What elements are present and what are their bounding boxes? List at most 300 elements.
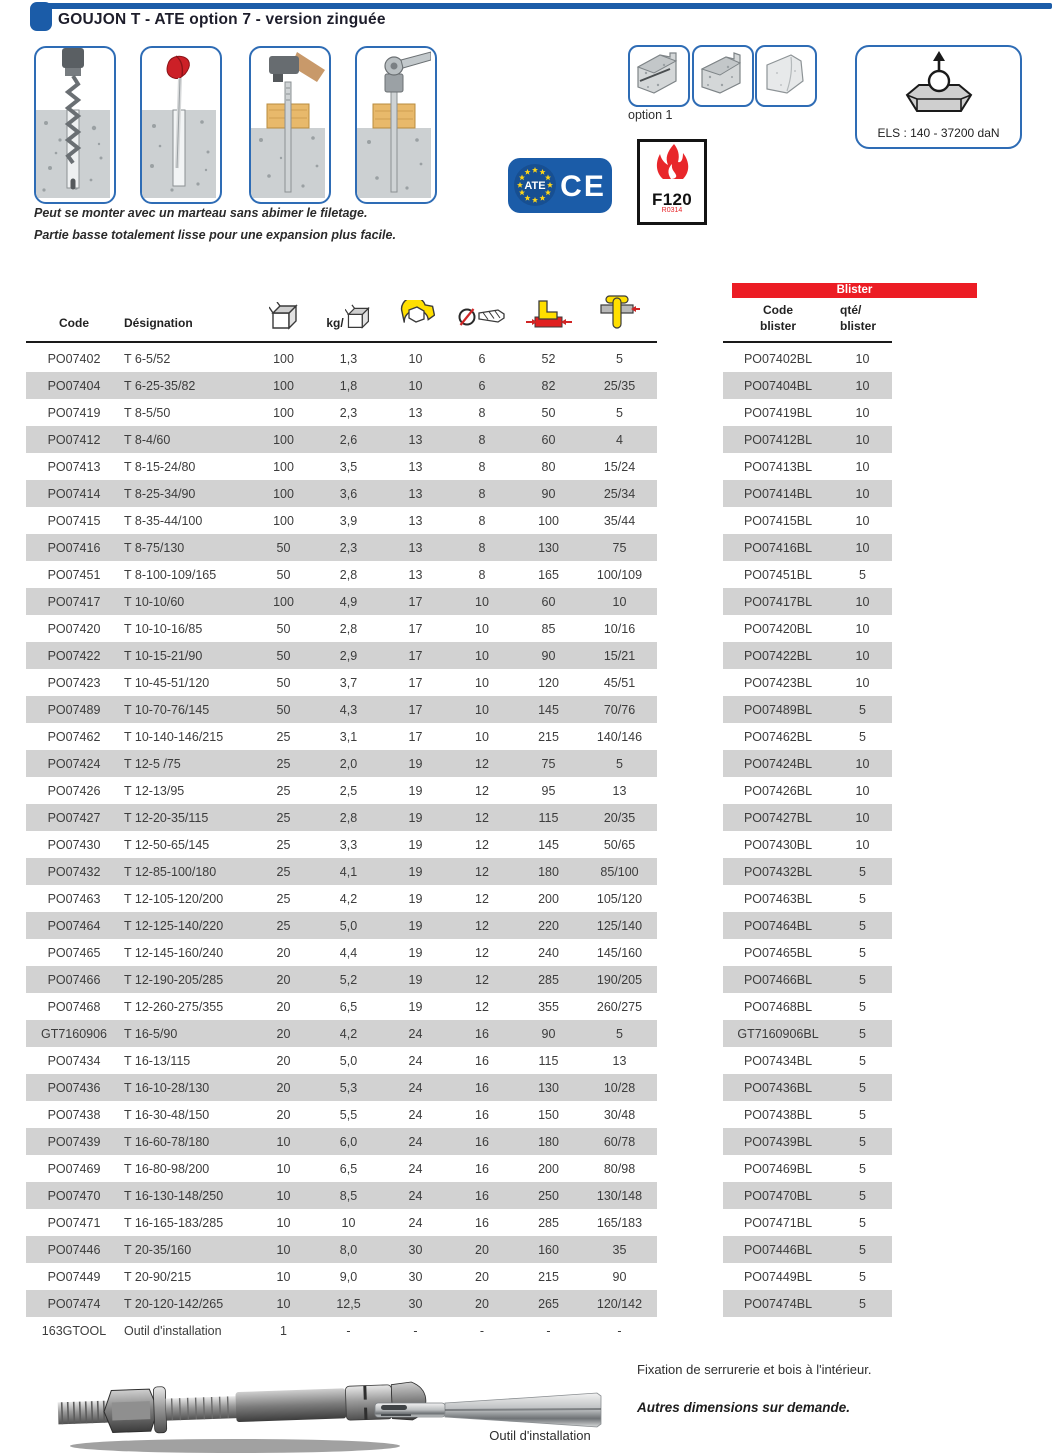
cell-value: 12 (475, 945, 489, 960)
cell-code: PO07402 (47, 351, 101, 366)
cell-designation: Outil d'installation (124, 1323, 222, 1338)
cell-value: 45/51 (603, 675, 636, 690)
cell-code: PO07469BL (743, 1161, 813, 1176)
blister-table (723, 345, 892, 1317)
table-row (723, 750, 892, 777)
kg-prefix: kg/ (326, 316, 344, 330)
cell-value: 5 (859, 567, 866, 582)
ce-mark-icon: CE (560, 170, 606, 203)
cell-value: 25 (276, 783, 291, 798)
cell-code: PO07415BL (743, 513, 813, 528)
cell-value: 13 (612, 783, 627, 798)
table-row (26, 696, 657, 723)
cell-code: PO07438BL (743, 1107, 813, 1122)
table-row (723, 372, 892, 399)
cell-value: 10 (276, 1161, 291, 1176)
cell-value: 12 (475, 864, 489, 879)
cell-value: 19 (408, 945, 423, 960)
cell-value: 10 (855, 405, 870, 420)
cell-value: 190/205 (596, 972, 643, 987)
cell-code: PO07415 (47, 513, 101, 528)
cell-designation: T 12-50-65/145 (124, 837, 210, 852)
cell-value: 2,6 (339, 432, 358, 447)
cell-value: 90 (541, 1026, 556, 1041)
col-header-drill-diameter (449, 302, 515, 340)
cell-value: 20 (276, 1080, 291, 1095)
cell-value: 165 (538, 567, 559, 582)
step-wrench-image (355, 46, 437, 204)
cell-value: 60/78 (603, 1134, 636, 1149)
cell-code: PO07426 (47, 783, 101, 798)
cell-code: PO07446 (47, 1242, 101, 1257)
cell-code: PO07434 (47, 1053, 101, 1068)
cell-value: 4 (616, 432, 623, 447)
cell-value: 95 (541, 783, 556, 798)
cell-value: 90 (541, 486, 556, 501)
table-row (26, 1263, 657, 1290)
cell-value: 100 (273, 513, 294, 528)
fire-rating-badge (637, 139, 707, 225)
cell-value: 10 (408, 378, 423, 393)
cell-value: 20 (475, 1269, 489, 1284)
cell-designation: T 8-5/50 (124, 405, 171, 420)
cell-value: 52 (541, 351, 556, 366)
cell-value: 10 (855, 783, 870, 798)
cell-code: PO07430 (47, 837, 101, 852)
cell-designation: T 16-30-48/150 (124, 1107, 210, 1122)
cell-value: 6,5 (339, 1161, 358, 1176)
cell-value: 20/35 (603, 810, 636, 825)
cell-designation: T 16-130-148/250 (124, 1188, 224, 1203)
cell-value: - (413, 1323, 418, 1338)
cell-value: 10/16 (603, 621, 636, 636)
cell-value: 13 (408, 459, 423, 474)
cell-value: 25 (276, 729, 291, 744)
cell-value: 19 (408, 864, 423, 879)
cell-value: 5 (859, 891, 866, 906)
cell-value: 10 (855, 351, 870, 366)
cell-code: PO07420 (47, 621, 101, 636)
cell-value: 165/183 (596, 1215, 643, 1230)
cell-code: GT7160906 (40, 1026, 108, 1041)
cell-value: 5 (859, 1242, 866, 1257)
cell-value: 2,9 (339, 648, 358, 663)
product-table (26, 345, 657, 1344)
cell-designation: T 16-13/115 (124, 1053, 191, 1068)
cell-value: 25/34 (603, 486, 636, 501)
cell-value: 25 (276, 918, 291, 933)
table-row (723, 696, 892, 723)
table-row (723, 1290, 892, 1317)
cell-value: 5 (859, 1107, 866, 1122)
cell-value: 75 (612, 540, 627, 555)
cell-value: 10 (855, 810, 870, 825)
cell-value: 5 (859, 1026, 866, 1041)
cell-value: 13 (408, 540, 423, 555)
cell-code: PO07474 (47, 1296, 101, 1311)
cell-value: 115 (538, 810, 559, 825)
cell-value: 13 (408, 486, 423, 501)
cell-value: 85/100 (600, 864, 639, 879)
table-row (723, 777, 892, 804)
table-row (26, 1182, 657, 1209)
table-row (723, 831, 892, 858)
cell-value: 10 (475, 621, 489, 636)
cell-value: 50/65 (603, 837, 636, 852)
cell-code: PO07413BL (743, 459, 813, 474)
table-row (26, 966, 657, 993)
intro-line-2: Partie basse totalement lisse pour une expansion plus facile. (34, 228, 396, 242)
table-row (26, 831, 657, 858)
table-row (26, 993, 657, 1020)
title-rule (40, 3, 1052, 9)
cell-designation: T 20-35/160 (124, 1242, 192, 1257)
cell-designation: T 10-15-21/90 (124, 648, 203, 663)
cell-value: 145 (538, 837, 559, 852)
cell-code: PO07462BL (743, 729, 813, 744)
cell-value: 3,3 (339, 837, 358, 852)
cell-value: 5 (859, 702, 866, 717)
cell-value: 10 (855, 756, 870, 771)
cell-value: 10 (276, 1269, 291, 1284)
cell-value: 5 (616, 405, 623, 420)
cell-value: - (617, 1323, 622, 1338)
cell-value: 10/28 (603, 1080, 636, 1095)
cell-value: 20 (276, 999, 291, 1014)
blister-header-rule (723, 341, 892, 343)
cell-value: 5,2 (339, 972, 358, 987)
cell-value: 13 (408, 513, 423, 528)
wrench-icon (397, 300, 435, 330)
cell-designation: T 20-90/215 (124, 1269, 192, 1284)
cell-designation: T 16-165-183/285 (124, 1215, 224, 1230)
cell-value: 285 (538, 1215, 559, 1230)
cell-code: PO07424 (47, 756, 101, 771)
cell-value: 285 (538, 972, 559, 987)
cell-value: 10 (475, 729, 489, 744)
cell-code: PO07462 (47, 729, 101, 744)
option-label: option 1 (628, 108, 673, 122)
cell-value: 125/140 (596, 918, 643, 933)
cell-value: 1,3 (339, 351, 358, 366)
table-row (26, 1155, 657, 1182)
cell-value: 10 (408, 351, 423, 366)
table-row (723, 453, 892, 480)
cell-value: 4,2 (339, 891, 358, 906)
cell-value: 130 (538, 1080, 559, 1095)
table-row (26, 561, 657, 588)
cell-value: 25 (276, 837, 291, 852)
cell-value: 265 (538, 1296, 559, 1311)
table-row (26, 1209, 657, 1236)
table-row (723, 1209, 892, 1236)
cell-value: 17 (408, 621, 423, 636)
cell-designation: T 12-260-275/355 (124, 999, 224, 1014)
cell-value: 50 (276, 702, 291, 717)
cell-value: 2,8 (339, 567, 358, 582)
cell-code: PO07430BL (743, 837, 813, 852)
step-blowout-image (140, 46, 222, 204)
cell-value: 10 (855, 513, 870, 528)
cell-designation: T 12-5 /75 (124, 756, 181, 771)
cell-value: 13 (408, 432, 423, 447)
cell-code: PO07446BL (743, 1242, 813, 1257)
ate-label: ATE (524, 180, 546, 192)
cell-designation: T 12-145-160/240 (124, 945, 224, 960)
cell-value: 10 (855, 621, 870, 636)
table-row (723, 1074, 892, 1101)
cell-code: PO07465 (47, 945, 101, 960)
cell-value: 100 (273, 459, 294, 474)
cell-value: 8,0 (339, 1242, 358, 1257)
box-icon (269, 302, 299, 330)
product-table-header (26, 288, 657, 340)
table-row (723, 426, 892, 453)
cell-value: 5 (616, 1026, 623, 1041)
cell-value: 4,2 (339, 1026, 358, 1041)
cell-value: 100 (538, 513, 559, 528)
cracked-concrete-icon (628, 45, 690, 107)
cell-code: PO07468 (47, 999, 101, 1014)
cell-value: 16 (475, 1188, 489, 1203)
cell-value: 24 (408, 1080, 423, 1095)
table-row (26, 885, 657, 912)
cell-code: PO07463 (47, 891, 101, 906)
cell-value: 10 (855, 486, 870, 501)
cell-code: PO07469 (47, 1161, 101, 1176)
table-row (26, 372, 657, 399)
cell-value: 12 (475, 810, 489, 825)
cell-code: PO07470BL (743, 1188, 813, 1203)
cell-designation: T 16-80-98/200 (124, 1161, 210, 1176)
table-row (723, 1236, 892, 1263)
cell-value: 24 (408, 1107, 423, 1122)
cell-value: 8 (478, 567, 486, 582)
cell-value: 5 (859, 972, 866, 987)
cell-designation: T 12-20-35/115 (124, 810, 209, 825)
cell-value: 80 (541, 459, 556, 474)
cell-value: 10 (475, 594, 489, 609)
cell-code: PO07470 (47, 1188, 101, 1203)
cell-value: 100 (273, 378, 294, 393)
page-title: GOUJON T - ATE option 7 - version zinguée (58, 11, 386, 28)
cell-value: 50 (276, 675, 291, 690)
blister-qty-header: qté/ blister (840, 303, 877, 333)
table-row (26, 1020, 657, 1047)
cell-code: PO07419 (47, 405, 101, 420)
table-row (723, 858, 892, 885)
cell-value: 10 (276, 1188, 291, 1203)
blister-code-header: Code blister (759, 303, 796, 333)
cell-value: - (346, 1323, 351, 1338)
cell-value: 3,9 (339, 513, 358, 528)
cell-code: PO07489 (47, 702, 101, 717)
cell-value: 105/120 (596, 891, 643, 906)
cell-value: 19 (408, 918, 423, 933)
cell-value: 25 (276, 864, 291, 879)
cell-value: 19 (408, 837, 423, 852)
cell-value: 25 (276, 891, 291, 906)
cell-code: PO07414BL (743, 486, 813, 501)
table-header-rule (26, 341, 657, 343)
col-header-box-qty (252, 302, 315, 340)
cell-code: PO07466 (47, 972, 101, 987)
cell-value: 355 (538, 999, 559, 1014)
cell-code: PO07449BL (743, 1269, 813, 1284)
cell-designation: T 8-100-109/165 (124, 567, 217, 582)
table-row (26, 858, 657, 885)
cell-value: 50 (276, 621, 291, 636)
cell-value: 1,8 (339, 378, 358, 393)
cell-value: 2,8 (339, 810, 358, 825)
cell-designation: T 8-75/130 (124, 540, 185, 555)
cell-value: 10 (855, 648, 870, 663)
cell-value: 20 (276, 972, 291, 987)
cell-designation: T 10-45-51/120 (124, 675, 210, 690)
cell-value: 10 (855, 675, 870, 690)
cell-value: 260/275 (596, 999, 643, 1014)
cell-value: 12,5 (336, 1296, 361, 1311)
table-row (723, 642, 892, 669)
cell-value: 16 (475, 1026, 489, 1041)
cell-code: PO07426BL (743, 783, 813, 798)
cell-value: 30/48 (603, 1107, 636, 1122)
cell-code: PO07438 (47, 1107, 101, 1122)
cell-designation: T 8-35-44/100 (124, 513, 203, 528)
cell-value: 5,3 (339, 1080, 358, 1095)
cell-value: 5 (859, 1080, 866, 1095)
cell-value: 5 (859, 1053, 866, 1068)
cell-value: 1 (280, 1323, 287, 1338)
cell-value: 10 (276, 1242, 291, 1257)
cell-designation: T 8-25-34/90 (124, 486, 196, 501)
table-row (723, 1182, 892, 1209)
cell-value: 130/148 (596, 1188, 643, 1203)
cell-value: 20 (475, 1242, 489, 1257)
step-drilling-image (34, 46, 116, 204)
cell-value: 5 (859, 1161, 866, 1176)
cell-value: - (479, 1323, 485, 1338)
cell-code: PO07413 (47, 459, 101, 474)
table-row (26, 912, 657, 939)
cell-value: 12 (475, 891, 489, 906)
cell-value: 16 (475, 1215, 489, 1230)
cell-code: PO07417BL (743, 594, 813, 609)
cell-designation: T 12-105-120/200 (124, 891, 224, 906)
table-row (26, 399, 657, 426)
cell-value: 180 (538, 864, 559, 879)
cell-value: 19 (408, 891, 423, 906)
cell-value: 6,5 (339, 999, 358, 1014)
col-header-designation: Désignation (124, 316, 193, 330)
table-row (26, 507, 657, 534)
cell-code: PO07402BL (743, 351, 813, 366)
table-row (26, 1317, 657, 1344)
cell-value: 250 (538, 1188, 559, 1203)
cell-value: 16 (475, 1053, 489, 1068)
table-row (723, 534, 892, 561)
title-bookmark-icon (30, 2, 52, 31)
table-row (723, 480, 892, 507)
cell-code: PO07432BL (743, 864, 813, 879)
table-row (26, 804, 657, 831)
table-row (723, 1263, 892, 1290)
tool-caption: Outil d'installation (489, 1428, 591, 1443)
table-row (723, 885, 892, 912)
cell-value: 17 (408, 675, 423, 690)
fire-rating-label: F120 (652, 190, 692, 209)
cell-value: 24 (408, 1188, 423, 1203)
cell-value: 15/24 (603, 459, 636, 474)
cell-value: 50 (541, 405, 556, 420)
cell-code: PO07423 (47, 675, 101, 690)
cell-value: 3,7 (339, 675, 358, 690)
cell-designation: T 10-70-76/145 (124, 702, 210, 717)
cell-designation: T 10-10/60 (124, 594, 185, 609)
cell-value: 120/142 (596, 1296, 643, 1311)
table-row (26, 615, 657, 642)
cell-value: 80/98 (603, 1161, 636, 1176)
cell-value: 6,0 (339, 1134, 358, 1149)
cell-value: 240 (538, 945, 559, 960)
cell-code: PO07436BL (743, 1080, 813, 1095)
cell-code: PO07423BL (743, 675, 813, 690)
cell-value: 13 (408, 405, 423, 420)
cell-value: 24 (408, 1215, 423, 1230)
table-row (723, 507, 892, 534)
cell-value: 30 (408, 1296, 423, 1311)
cell-value: 5 (859, 864, 866, 879)
cell-code: PO07404BL (743, 378, 813, 393)
table-row (723, 561, 892, 588)
table-row (723, 588, 892, 615)
cell-value: 140/146 (596, 729, 643, 744)
cell-value: 20 (475, 1296, 489, 1311)
step-hammer-image (249, 46, 331, 204)
table-row (723, 1020, 892, 1047)
cell-value: 17 (408, 729, 423, 744)
cell-value: 16 (475, 1134, 489, 1149)
cell-code: PO07466BL (743, 972, 813, 987)
cell-code: PO07451BL (743, 567, 813, 582)
cell-value: 24 (408, 1161, 423, 1176)
cell-value: 150 (538, 1107, 559, 1122)
table-row (723, 993, 892, 1020)
cell-value: 10 (475, 702, 489, 717)
table-row (26, 750, 657, 777)
cell-code: PO07464BL (743, 918, 813, 933)
table-row (723, 345, 892, 372)
cell-value: 3,6 (339, 486, 358, 501)
cell-value: 5 (859, 1296, 866, 1311)
cell-value: 50 (276, 648, 291, 663)
cell-value: 50 (276, 567, 291, 582)
cell-value: 3,1 (339, 729, 358, 744)
cell-value: 17 (408, 648, 423, 663)
cell-code: PO07439BL (743, 1134, 813, 1149)
cell-value: 10 (855, 594, 870, 609)
cell-value: 5 (859, 945, 866, 960)
cell-value: 145 (538, 702, 559, 717)
cell-value: 12 (475, 783, 489, 798)
cell-code: PO07451 (47, 567, 101, 582)
els-label: ELS : 140 - 37200 daN (877, 126, 1000, 140)
cell-value: 100 (273, 486, 294, 501)
table-row (723, 1101, 892, 1128)
cell-value: 2,5 (339, 783, 358, 798)
cell-value: 4,4 (339, 945, 358, 960)
cell-code: PO07427 (47, 810, 101, 825)
